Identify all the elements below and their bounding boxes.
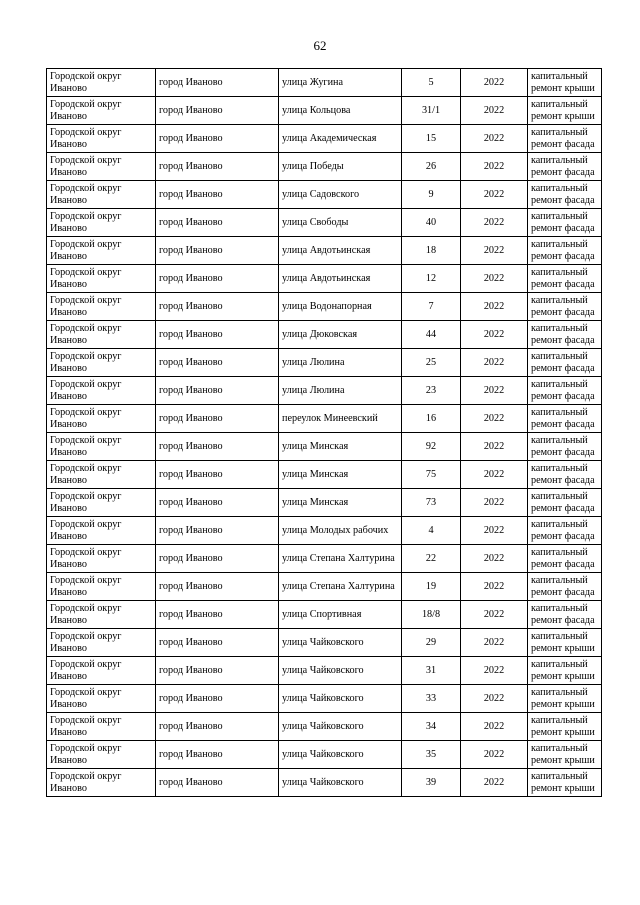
table-row xyxy=(47,97,602,125)
work-type-cell: капитальный ремонт фасада xyxy=(528,293,602,321)
house-number-cell: 34 xyxy=(402,713,461,741)
municipality-cell: Городской округ Иваново xyxy=(47,769,156,797)
municipality-cell: Городской округ Иваново xyxy=(47,377,156,405)
page-number: 62 xyxy=(313,38,327,53)
year-cell: 2022 xyxy=(461,517,528,545)
work-type-cell: капитальный ремонт фасада xyxy=(528,433,602,461)
work-type-cell: капитальный ремонт крыши xyxy=(528,69,602,97)
city-cell: город Иваново xyxy=(156,349,279,377)
house-number-cell: 5 xyxy=(402,69,461,97)
table-row xyxy=(47,125,602,153)
work-type-cell: капитальный ремонт крыши xyxy=(528,657,602,685)
year-cell: 2022 xyxy=(461,153,528,181)
table-row xyxy=(47,237,602,265)
municipality-cell: Городской округ Иваново xyxy=(47,349,156,377)
city-cell: город Иваново xyxy=(156,181,279,209)
municipality-cell: Городской округ Иваново xyxy=(47,237,156,265)
house-number-cell: 22 xyxy=(402,545,461,573)
work-type-cell: капитальный ремонт фасада xyxy=(528,545,602,573)
municipality-cell: Городской округ Иваново xyxy=(47,433,156,461)
house-number-cell: 75 xyxy=(402,461,461,489)
year-cell: 2022 xyxy=(461,685,528,713)
municipality-cell: Городской округ Иваново xyxy=(47,405,156,433)
municipality-cell: Городской округ Иваново xyxy=(47,489,156,517)
table-row xyxy=(47,461,602,489)
street-cell: улица Люлина xyxy=(279,377,402,405)
year-cell: 2022 xyxy=(461,657,528,685)
city-cell: город Иваново xyxy=(156,573,279,601)
table-row xyxy=(47,573,602,601)
year-cell: 2022 xyxy=(461,769,528,797)
municipality-cell: Городской округ Иваново xyxy=(47,713,156,741)
municipality-cell: Городской округ Иваново xyxy=(47,685,156,713)
work-type-cell: капитальный ремонт фасада xyxy=(528,181,602,209)
work-type-cell: капитальный ремонт фасада xyxy=(528,237,602,265)
year-cell: 2022 xyxy=(461,97,528,125)
municipality-cell: Городской округ Иваново xyxy=(47,573,156,601)
municipality-cell: Городской округ Иваново xyxy=(47,321,156,349)
street-cell: улица Чайковского xyxy=(279,769,402,797)
table-row xyxy=(47,769,602,797)
house-number-cell: 23 xyxy=(402,377,461,405)
city-cell: город Иваново xyxy=(156,713,279,741)
work-type-cell: капитальный ремонт фасада xyxy=(528,349,602,377)
city-cell: город Иваново xyxy=(156,97,279,125)
table-row xyxy=(47,601,602,629)
municipality-cell: Городской округ Иваново xyxy=(47,153,156,181)
municipality-cell: Городской округ Иваново xyxy=(47,741,156,769)
year-cell: 2022 xyxy=(461,405,528,433)
year-cell: 2022 xyxy=(461,237,528,265)
year-cell: 2022 xyxy=(461,545,528,573)
city-cell: город Иваново xyxy=(156,209,279,237)
city-cell: город Иваново xyxy=(156,125,279,153)
city-cell: город Иваново xyxy=(156,629,279,657)
work-type-cell: капитальный ремонт фасада xyxy=(528,153,602,181)
street-cell: улица Чайковского xyxy=(279,629,402,657)
city-cell: город Иваново xyxy=(156,153,279,181)
year-cell: 2022 xyxy=(461,209,528,237)
work-type-cell: капитальный ремонт крыши xyxy=(528,741,602,769)
city-cell: город Иваново xyxy=(156,265,279,293)
municipality-cell: Городской округ Иваново xyxy=(47,657,156,685)
city-cell: город Иваново xyxy=(156,769,279,797)
street-cell: улица Авдотьинская xyxy=(279,237,402,265)
table-row xyxy=(47,657,602,685)
year-cell: 2022 xyxy=(461,377,528,405)
table-row xyxy=(47,377,602,405)
house-number-cell: 40 xyxy=(402,209,461,237)
house-number-cell: 18/8 xyxy=(402,601,461,629)
city-cell: город Иваново xyxy=(156,545,279,573)
street-cell: улица Жугина xyxy=(279,69,402,97)
street-cell: улица Дюковская xyxy=(279,321,402,349)
table-row xyxy=(47,545,602,573)
table-row xyxy=(47,433,602,461)
table-row xyxy=(47,405,602,433)
street-cell: улица Степана Халтурина xyxy=(279,545,402,573)
work-type-cell: капитальный ремонт крыши xyxy=(528,97,602,125)
year-cell: 2022 xyxy=(461,265,528,293)
house-number-cell: 33 xyxy=(402,685,461,713)
work-type-cell: капитальный ремонт крыши xyxy=(528,769,602,797)
street-cell: улица Молодых рабочих xyxy=(279,517,402,545)
repair-registry-table xyxy=(46,68,602,797)
city-cell: город Иваново xyxy=(156,517,279,545)
city-cell: город Иваново xyxy=(156,405,279,433)
house-number-cell: 25 xyxy=(402,349,461,377)
work-type-cell: капитальный ремонт крыши xyxy=(528,629,602,657)
municipality-cell: Городской округ Иваново xyxy=(47,293,156,321)
year-cell: 2022 xyxy=(461,293,528,321)
house-number-cell: 31/1 xyxy=(402,97,461,125)
table-row xyxy=(47,489,602,517)
city-cell: город Иваново xyxy=(156,741,279,769)
table-row xyxy=(47,209,602,237)
city-cell: город Иваново xyxy=(156,69,279,97)
municipality-cell: Городской округ Иваново xyxy=(47,629,156,657)
table-row xyxy=(47,293,602,321)
city-cell: город Иваново xyxy=(156,657,279,685)
work-type-cell: капитальный ремонт фасада xyxy=(528,377,602,405)
work-type-cell: капитальный ремонт фасада xyxy=(528,489,602,517)
city-cell: город Иваново xyxy=(156,237,279,265)
street-cell: улица Люлина xyxy=(279,349,402,377)
street-cell: переулок Минеевский xyxy=(279,405,402,433)
street-cell: улица Победы xyxy=(279,153,402,181)
year-cell: 2022 xyxy=(461,349,528,377)
house-number-cell: 12 xyxy=(402,265,461,293)
house-number-cell: 19 xyxy=(402,573,461,601)
table-row xyxy=(47,349,602,377)
municipality-cell: Городской округ Иваново xyxy=(47,517,156,545)
work-type-cell: капитальный ремонт фасада xyxy=(528,265,602,293)
table-row xyxy=(47,741,602,769)
work-type-cell: капитальный ремонт фасада xyxy=(528,321,602,349)
work-type-cell: капитальный ремонт фасада xyxy=(528,209,602,237)
street-cell: улица Авдотьинская xyxy=(279,265,402,293)
street-cell: улица Садовского xyxy=(279,181,402,209)
house-number-cell: 4 xyxy=(402,517,461,545)
year-cell: 2022 xyxy=(461,321,528,349)
work-type-cell: капитальный ремонт фасада xyxy=(528,405,602,433)
street-cell: улица Свободы xyxy=(279,209,402,237)
house-number-cell: 16 xyxy=(402,405,461,433)
house-number-cell: 26 xyxy=(402,153,461,181)
house-number-cell: 29 xyxy=(402,629,461,657)
city-cell: город Иваново xyxy=(156,321,279,349)
table-row xyxy=(47,265,602,293)
city-cell: город Иваново xyxy=(156,293,279,321)
year-cell: 2022 xyxy=(461,181,528,209)
street-cell: улица Чайковского xyxy=(279,685,402,713)
table-row xyxy=(47,181,602,209)
municipality-cell: Городской округ Иваново xyxy=(47,265,156,293)
city-cell: город Иваново xyxy=(156,461,279,489)
work-type-cell: капитальный ремонт крыши xyxy=(528,685,602,713)
street-cell: улица Академическая xyxy=(279,125,402,153)
table-row xyxy=(47,713,602,741)
municipality-cell: Городской округ Иваново xyxy=(47,97,156,125)
table-row xyxy=(47,685,602,713)
house-number-cell: 92 xyxy=(402,433,461,461)
house-number-cell: 39 xyxy=(402,769,461,797)
work-type-cell: капитальный ремонт фасада xyxy=(528,517,602,545)
year-cell: 2022 xyxy=(461,741,528,769)
work-type-cell: капитальный ремонт фасада xyxy=(528,573,602,601)
municipality-cell: Городской округ Иваново xyxy=(47,545,156,573)
table-row xyxy=(47,69,602,97)
table-row xyxy=(47,517,602,545)
street-cell: улица Степана Халтурина xyxy=(279,573,402,601)
street-cell: улица Чайковского xyxy=(279,741,402,769)
house-number-cell: 35 xyxy=(402,741,461,769)
street-cell: улица Водонапорная xyxy=(279,293,402,321)
year-cell: 2022 xyxy=(461,489,528,517)
street-cell: улица Минская xyxy=(279,461,402,489)
table-row xyxy=(47,321,602,349)
house-number-cell: 9 xyxy=(402,181,461,209)
year-cell: 2022 xyxy=(461,601,528,629)
street-cell: улица Кольцова xyxy=(279,97,402,125)
work-type-cell: капитальный ремонт фасада xyxy=(528,601,602,629)
street-cell: улица Чайковского xyxy=(279,657,402,685)
table-row xyxy=(47,153,602,181)
municipality-cell: Городской округ Иваново xyxy=(47,125,156,153)
registry-table-body xyxy=(47,69,602,797)
year-cell: 2022 xyxy=(461,573,528,601)
municipality-cell: Городской округ Иваново xyxy=(47,461,156,489)
street-cell: улица Чайковского xyxy=(279,713,402,741)
municipality-cell: Городской округ Иваново xyxy=(47,209,156,237)
house-number-cell: 31 xyxy=(402,657,461,685)
city-cell: город Иваново xyxy=(156,489,279,517)
city-cell: город Иваново xyxy=(156,601,279,629)
house-number-cell: 15 xyxy=(402,125,461,153)
city-cell: город Иваново xyxy=(156,377,279,405)
house-number-cell: 44 xyxy=(402,321,461,349)
year-cell: 2022 xyxy=(461,713,528,741)
table-row xyxy=(47,629,602,657)
year-cell: 2022 xyxy=(461,125,528,153)
city-cell: город Иваново xyxy=(156,433,279,461)
year-cell: 2022 xyxy=(461,69,528,97)
house-number-cell: 18 xyxy=(402,237,461,265)
work-type-cell: капитальный ремонт крыши xyxy=(528,713,602,741)
work-type-cell: капитальный ремонт фасада xyxy=(528,461,602,489)
municipality-cell: Городской округ Иваново xyxy=(47,181,156,209)
year-cell: 2022 xyxy=(461,433,528,461)
city-cell: город Иваново xyxy=(156,685,279,713)
street-cell: улица Минская xyxy=(279,489,402,517)
street-cell: улица Минская xyxy=(279,433,402,461)
house-number-cell: 7 xyxy=(402,293,461,321)
municipality-cell: Городской округ Иваново xyxy=(47,601,156,629)
street-cell: улица Спортивная xyxy=(279,601,402,629)
work-type-cell: капитальный ремонт фасада xyxy=(528,125,602,153)
year-cell: 2022 xyxy=(461,629,528,657)
year-cell: 2022 xyxy=(461,461,528,489)
municipality-cell: Городской округ Иваново xyxy=(47,69,156,97)
house-number-cell: 73 xyxy=(402,489,461,517)
